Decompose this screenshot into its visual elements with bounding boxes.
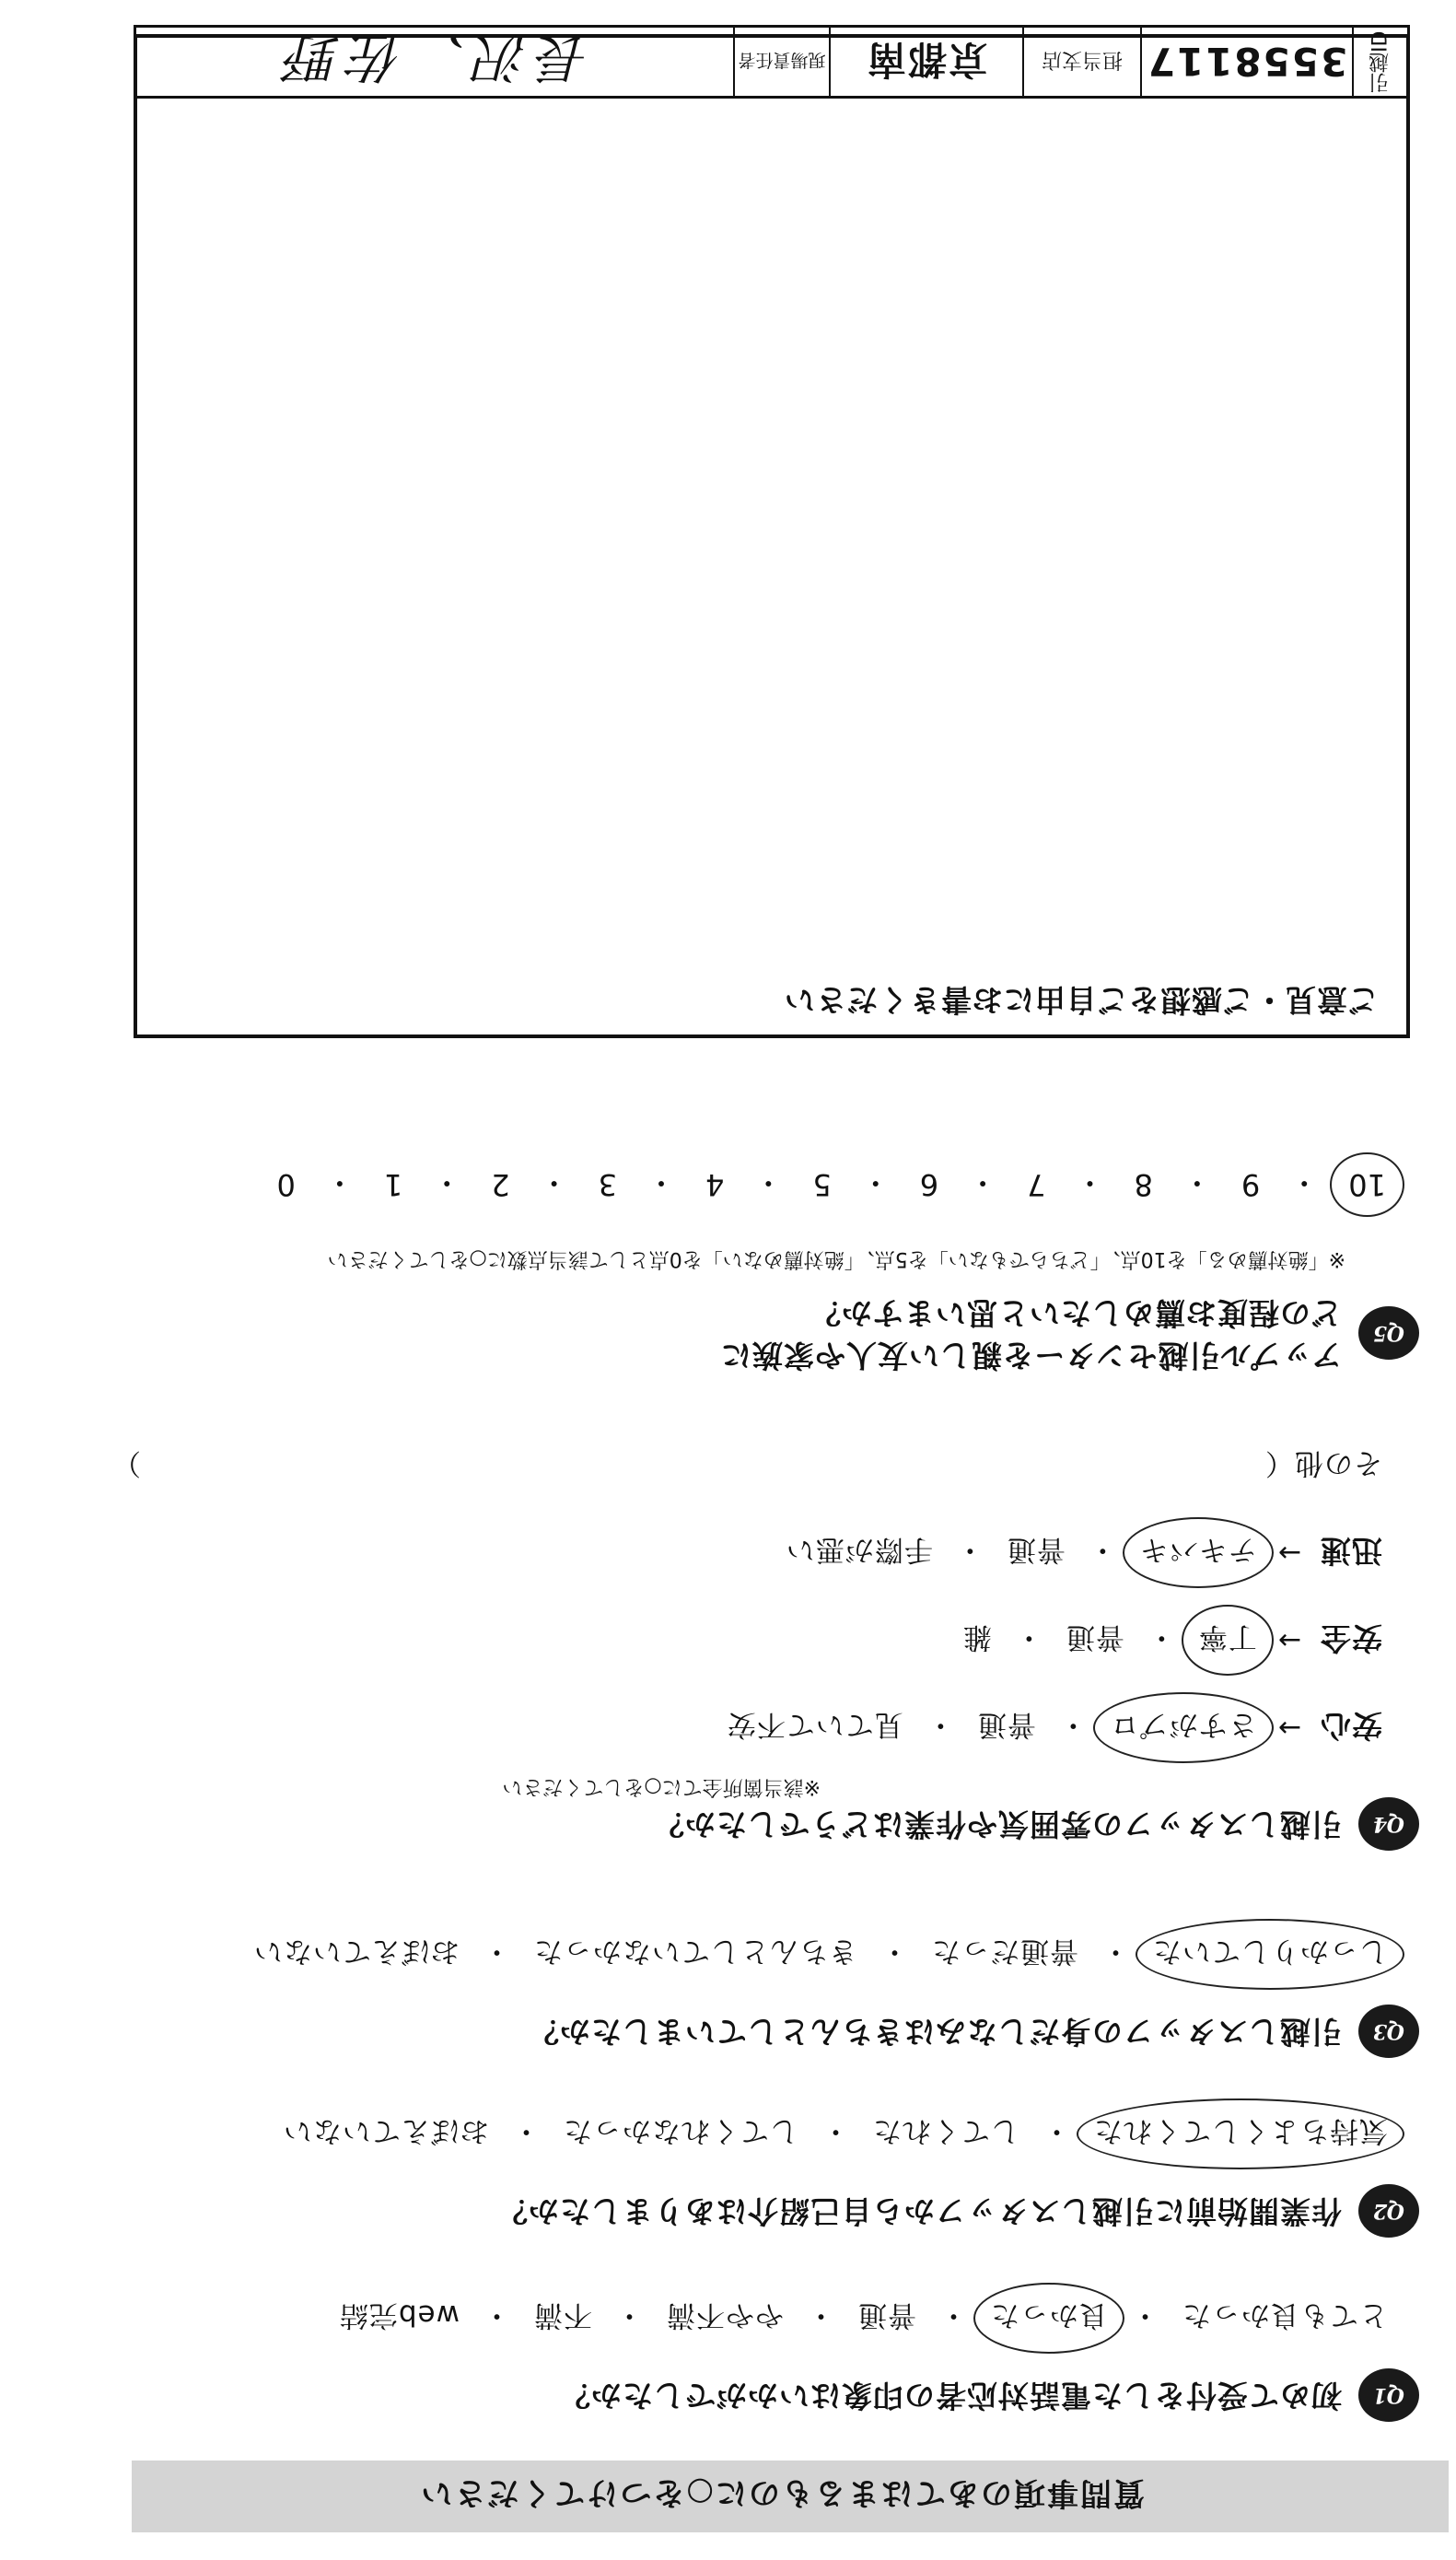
q2-option-1-selected[interactable]: 気持ちよくしてくれた: [1089, 2113, 1392, 2155]
q4-anshin-option-1-selected[interactable]: さすがプロ: [1106, 1707, 1261, 1748]
q3-text: 引越しスタッフの身だしなみはきちんとしていましたか？: [528, 2014, 1342, 2050]
q4-row-anzen: [959, 1619, 1382, 1662]
separator: ・: [614, 2298, 644, 2332]
q4-other-close: ）: [111, 1446, 141, 1479]
q3-option-2[interactable]: 普通だった: [931, 1935, 1078, 1968]
separator: ・: [968, 1165, 998, 1200]
comments-title: ご意見・ご感想をご自由にお書きください: [784, 982, 1379, 1018]
q5-text-line2: どの程度お薦めしたいと思いますか？: [810, 1295, 1342, 1331]
q5-score-9[interactable]: 9: [1241, 1167, 1261, 1202]
q2-option-4[interactable]: おぼえていない: [283, 2114, 489, 2147]
question-4: [653, 1797, 1419, 1851]
q4-anzen-option-1-selected[interactable]: 丁寧: [1194, 1619, 1261, 1661]
q4-other-label: その他（: [1264, 1446, 1382, 1479]
question-5: [720, 1292, 1419, 1376]
q1-text: 初めて受付をした電話対応者の印象はいかがでしたか？: [559, 2378, 1342, 2414]
q1-option-3[interactable]: 普通: [857, 2298, 916, 2332]
footer-info-table: [134, 25, 1410, 99]
q1-option-5[interactable]: 不満: [533, 2298, 592, 2332]
comments-box[interactable]: [134, 34, 1410, 1038]
separator: ・: [1289, 1165, 1320, 1200]
separator: ・: [1087, 1533, 1117, 1566]
q1-option-1[interactable]: とても良かった: [1182, 2298, 1388, 2332]
separator: ・: [806, 2298, 835, 2332]
q1-option-6[interactable]: web完結: [338, 2298, 460, 2332]
q2-text: 作業開始前に引越しスタッフから自己紹介はありましたか？: [496, 2193, 1342, 2229]
question-3: [528, 2005, 1419, 2058]
q5-score-3[interactable]: 3: [598, 1167, 618, 1202]
separator: ・: [1130, 2298, 1159, 2332]
separator: ・: [938, 2298, 968, 2332]
q4-other-row: [111, 1445, 1382, 1487]
q4-anshin-option-3[interactable]: 見ていて不安: [726, 1708, 903, 1741]
q4-row-label: 安心: [1320, 1708, 1382, 1744]
q5-scale: [272, 1163, 1392, 1206]
branch-label: 担当支店: [1022, 28, 1140, 96]
signature: 長沢、佐野: [278, 26, 592, 88]
q4-text: 引越しスタッフの雰囲気や作業はどうでしたか？: [653, 1806, 1342, 1842]
q2-options: [279, 2113, 1392, 2155]
q4-note: ※該当箇所全てに○をしてください: [502, 1775, 821, 1798]
q1-badge-icon: Q1: [1358, 2368, 1419, 2422]
q5-score-8[interactable]: 8: [1134, 1167, 1153, 1202]
q4-jinsoku-option-3[interactable]: 手際が悪い: [785, 1533, 933, 1566]
separator: ・: [432, 1165, 462, 1200]
q4-badge-icon: Q4: [1358, 1797, 1419, 1851]
q5-score-0[interactable]: 0: [276, 1167, 296, 1202]
q4-anzen-option-2[interactable]: 普通: [1065, 1620, 1124, 1654]
q2-option-3[interactable]: してくれなかった: [563, 2114, 798, 2147]
separator: ・: [954, 1533, 984, 1566]
separator: ・: [646, 1165, 677, 1200]
arrow-right-icon: →: [1276, 1712, 1301, 1744]
q5-text-line1: アップル引越センターを親しい友人や家族に: [719, 1338, 1342, 1374]
lead-label: 現場責任者: [733, 28, 829, 96]
id-label: 引越ID: [1352, 28, 1407, 96]
q1-option-4[interactable]: やや不満: [666, 2298, 784, 2332]
q3-badge-icon: Q3: [1358, 2005, 1419, 2058]
branch-value: 京都南: [829, 28, 1022, 96]
q2-option-2[interactable]: してくれた: [872, 2114, 1019, 2147]
separator: ・: [482, 1935, 511, 1968]
separator: ・: [482, 2298, 511, 2332]
q5-score-2[interactable]: 2: [491, 1167, 510, 1202]
separator: ・: [1146, 1620, 1176, 1654]
instruction-text: 質問事項のあてはまるものに○をつけてください: [419, 2474, 1145, 2512]
q1-options: [335, 2297, 1392, 2339]
separator: ・: [511, 2114, 541, 2147]
separator: ・: [1182, 1165, 1212, 1200]
q4-row-anshin: [723, 1706, 1382, 1749]
question-2: [496, 2184, 1419, 2238]
q5-score-10-selected[interactable]: 10: [1343, 1167, 1392, 1202]
q4-jinsoku-option-2[interactable]: 普通: [1006, 1533, 1066, 1566]
q1-option-2-selected[interactable]: 良かった: [986, 2297, 1112, 2339]
separator: ・: [1057, 1708, 1088, 1741]
arrow-right-icon: →: [1276, 1537, 1301, 1569]
q4-jinsoku-option-1-selected[interactable]: テキパキ: [1136, 1532, 1261, 1573]
separator: ・: [539, 1165, 569, 1200]
separator: ・: [1101, 1935, 1130, 1968]
q4-anshin-option-2[interactable]: 普通: [976, 1708, 1036, 1741]
q5-note: ※「絶対薦める」を10点、「どちらでもない」を5点、「絶対薦めない」を0点として該当点数に○をしてください: [327, 1247, 1345, 1270]
q3-option-1-selected[interactable]: しっかりしていた: [1148, 1934, 1392, 1975]
separator: ・: [925, 1708, 955, 1741]
q4-anzen-option-3[interactable]: 雑: [961, 1620, 992, 1654]
question-1: [559, 2368, 1419, 2422]
separator: ・: [1075, 1165, 1105, 1200]
q5-score-6[interactable]: 6: [919, 1167, 939, 1202]
separator: ・: [1013, 1620, 1043, 1654]
q4-row-label: 安全: [1320, 1620, 1382, 1656]
q2-badge-icon: Q2: [1358, 2184, 1419, 2238]
separator: ・: [1042, 2114, 1071, 2147]
q5-score-1[interactable]: 1: [383, 1167, 403, 1202]
q5-text-block: [720, 1292, 1342, 1376]
q3-options: [250, 1934, 1392, 1975]
q5-score-7[interactable]: 7: [1027, 1167, 1046, 1202]
arrow-right-icon: →: [1276, 1624, 1301, 1656]
separator: ・: [860, 1165, 891, 1200]
separator: ・: [753, 1165, 784, 1200]
q5-badge-icon: Q5: [1358, 1306, 1419, 1360]
q3-option-3[interactable]: きちんとしていなかった: [533, 1935, 857, 1968]
q3-option-4[interactable]: おぼえていない: [253, 1935, 460, 1968]
separator: ・: [879, 1935, 909, 1968]
instruction-bar: [132, 2461, 1449, 2532]
q4-row-jinsoku: [782, 1531, 1382, 1574]
separator: ・: [324, 1165, 355, 1200]
q5-score-5[interactable]: 5: [812, 1167, 832, 1202]
q4-row-label: 迅速: [1320, 1533, 1382, 1569]
q5-score-4[interactable]: 4: [705, 1167, 725, 1202]
separator: ・: [821, 2114, 850, 2147]
id-value: 3558117: [1140, 28, 1352, 96]
